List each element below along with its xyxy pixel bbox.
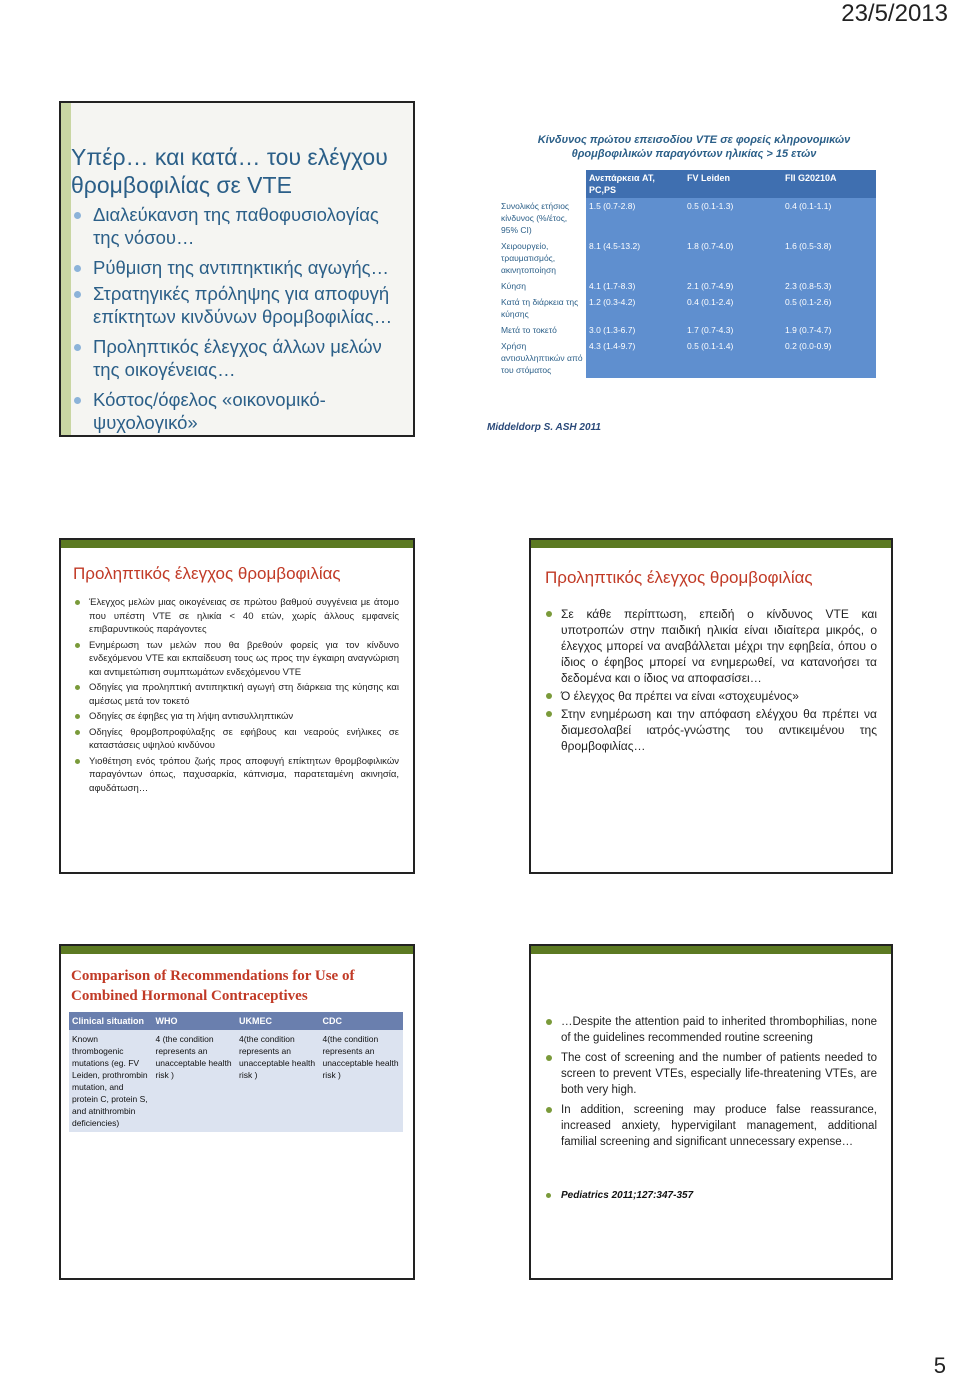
list-item: Στην ενημέρωση και την απόφαση ελέγχου θα πρέπει να διαμεσολαβεί ιατρός-γνώστης του αντικειμένου της θρομβοφιλίας…	[543, 706, 877, 754]
slide-2	[482, 128, 891, 418]
table-cell: 0.5 (0.1-1.3)	[684, 198, 782, 238]
bullet-icon	[74, 397, 81, 404]
table-header-row	[498, 170, 876, 198]
bullet-icon	[75, 643, 80, 648]
column-header: Clinical situation	[69, 1012, 153, 1030]
slide-accent-bar	[531, 946, 891, 954]
bullet-icon	[74, 212, 81, 219]
list-item: Οδηγίες σε έφηβες για τη λήψη αντισυλληπτικών	[71, 710, 399, 724]
slide-5	[59, 944, 415, 1280]
table-cell: 8.1 (4.5-13.2)	[586, 238, 684, 278]
list-item: Ό έλεγχος θα πρέπει να είναι «στοχευμένος»	[543, 688, 877, 704]
slide-3	[59, 538, 415, 874]
bullet-icon	[546, 711, 552, 717]
table-cell: 1.6 (0.5-3.8)	[782, 238, 876, 278]
list-item: In addition, screening may produce false reassurance, increased anxiety, hypervigilant management, additional familial screening and significant unnecessary expense…	[543, 1102, 877, 1150]
slide-bullet-list	[543, 606, 877, 756]
table-cell: Known thrombogenic mutations (eg. FV Leiden, prothrombin mutation, and protein C, protein S, and atnithrombin deficiencies)	[69, 1030, 153, 1132]
slide-bullet-list	[71, 596, 399, 797]
table-cell: 2.1 (0.7-4.9)	[684, 278, 782, 294]
bullet-icon	[75, 685, 80, 690]
table-cell: 2.3 (0.8-5.3)	[782, 278, 876, 294]
slide-6	[529, 944, 893, 1280]
table-cell: 1.8 (0.7-4.0)	[684, 238, 782, 278]
bullet-icon	[546, 1019, 552, 1025]
table-row	[498, 338, 876, 378]
table-row	[498, 322, 876, 338]
bullet-icon	[74, 291, 81, 298]
list-item: Προληπτικός έλεγχος άλλων μελών της οικογένειας…	[71, 335, 401, 381]
row-label: Συνολικός ετήσιος κίνδυνος (%/έτος, 95% CI)	[498, 198, 586, 238]
list-item: Οδηγίες για προληπτική αντιπηκτική αγωγή στη διάρκεια της κύησης και αμέσως μετά τον τοκετό	[71, 681, 399, 708]
bullet-icon	[546, 1193, 551, 1198]
table-cell: 0.4 (0.1-1.1)	[782, 198, 876, 238]
table-cell: 1.5 (0.7-2.8)	[586, 198, 684, 238]
column-header: Ανεπάρκεια AT, PC,PS	[586, 170, 684, 198]
table-cell: 0.5 (0.1-2.6)	[782, 294, 876, 322]
reference-list	[543, 1190, 877, 1201]
list-item: Ρύθμιση της αντιπηκτικής αγωγής…	[71, 256, 401, 279]
table-header-row	[69, 1012, 403, 1030]
list-item: Υιοθέτηση ενός τρόπου ζωής προς αποφυγή επίκτητων θρομβοφιλικών παραγόντων όπως, παχυσαρκία, κάπνισμα, παρατεταμένη ακινησία, αφυδάτωση…	[71, 755, 399, 796]
table-cell: 3.0 (1.3-6.7)	[586, 322, 684, 338]
bullet-icon	[74, 265, 81, 272]
bullet-icon	[75, 759, 80, 764]
bullet-icon	[546, 693, 552, 699]
column-header: UKMEC	[236, 1012, 319, 1030]
slide-4	[529, 538, 893, 874]
table-row	[498, 198, 876, 238]
slide-bullet-list	[543, 1014, 877, 1154]
table-row	[69, 1030, 403, 1132]
bullet-icon	[75, 714, 80, 719]
slide-accent-bar	[61, 946, 413, 954]
list-item: The cost of screening and the number of patients needed to screen to prevent VTEs, especially life-threatening VTEs, are both very high.	[543, 1050, 877, 1098]
page-number: 5	[933, 1353, 946, 1378]
table-cell: 1.9 (0.7-4.7)	[782, 322, 876, 338]
bullet-icon	[546, 1107, 552, 1113]
list-item: Έλεγχος μελών μιας οικογένειας σε πρώτου βαθμού συγγένεια με άτομο που υπέστη VTE σε ηλικία < 40 ετών, χωρίς άλλους εμφανείς επιβαρυντικούς παράγοντες	[71, 596, 399, 637]
table-cell: 4 (the condition represents an unacceptable health risk )	[153, 1030, 236, 1132]
list-item: Σε κάθε περίπτωση, επειδή ο κίνδυνος VTE και υποτροπών στην παιδική ηλικία είναι ιδιαίτερα μικρός, ο έλεγχος μπορεί να αναβάλλεται μέχρι την εφηβεία, όπου ο ίδιος ο έφηβος μπορεί να ενημερωθεί, να κατανοήσει τα δεδομένα και ο ίδιος να αποφασίσει…	[543, 606, 877, 686]
table-cell: 4.3 (1.4-9.7)	[586, 338, 684, 378]
slide-accent-bar	[61, 103, 71, 437]
slide-title: Υπέρ… και κατά… του ελέγχου θρομβοφιλίας σε VTE	[71, 144, 388, 198]
header-date: 23/5/2013	[841, 0, 948, 27]
list-item: Στρατηγικές πρόληψης για αποφυγή επίκτητων κινδύνων θρομβοφιλίας…	[71, 282, 401, 328]
bullet-icon	[75, 600, 80, 605]
row-label: Χρήση αντισυλληπτικών από του στόματος	[498, 338, 586, 378]
list-item: …Despite the attention paid to inherited thrombophilias, none of the guidelines recommended routine screening	[543, 1014, 877, 1046]
slide-title: Προληπτικός έλεγχος θρομβοφιλίας	[73, 564, 341, 583]
column-header: WHO	[153, 1012, 236, 1030]
table-cell: 4(the condition represents an unacceptable health risk )	[319, 1030, 403, 1132]
column-header: FV Leiden	[684, 170, 782, 198]
column-header: FII G20210A	[782, 170, 876, 198]
slide-bullet-list	[71, 203, 401, 437]
table-cell: 0.2 (0.0-0.9)	[782, 338, 876, 378]
citation: Middeldorp S. ASH 2011	[487, 422, 601, 433]
bullet-icon	[546, 611, 552, 617]
list-item: Οδηγίες θρομβοπροφύλαξης σε εφήβους και νεαρούς ενήλικες σε καταστάσεις υψηλού κινδύνου	[71, 726, 399, 753]
slide-title: Προληπτικός έλεγχος θρομβοφιλίας	[545, 568, 813, 587]
list-item: Διαλεύκανση της παθοφυσιολογίας της νόσου…	[71, 203, 401, 249]
bullet-icon	[75, 730, 80, 735]
row-label: Μετά το τοκετό	[498, 322, 586, 338]
bullet-icon	[74, 344, 81, 351]
table-cell: 4(the condition represents an unacceptable health risk )	[236, 1030, 319, 1132]
table-cell: 1.7 (0.7-4.3)	[684, 322, 782, 338]
table-cell: 1.2 (0.3-4.2)	[586, 294, 684, 322]
bullet-icon	[546, 1055, 552, 1061]
table-row	[498, 238, 876, 278]
list-item	[543, 1190, 877, 1201]
table-row	[498, 294, 876, 322]
table-cell: 0.5 (0.1-1.4)	[684, 338, 782, 378]
row-label: Κατά τη διάρκεια της κύησης	[498, 294, 586, 322]
table-cell: 0.4 (0.1-2.4)	[684, 294, 782, 322]
row-label: Χειρουργείο, τραυματισμός, ακινητοποίηση	[498, 238, 586, 278]
table-cell: 4.1 (1.7-8.3)	[586, 278, 684, 294]
reference-text: Pediatrics 2011;127:347-357	[561, 1190, 694, 1201]
slide-title: Comparison of Recommendations for Use of Combined Hormonal Contraceptives	[71, 968, 355, 1004]
list-item: Κόστος/όφελος «οικονομικό-ψυχολογικό»	[71, 388, 401, 434]
table-row	[498, 278, 876, 294]
slide-1	[59, 101, 415, 437]
column-header: CDC	[319, 1012, 403, 1030]
slide-accent-bar	[531, 540, 891, 548]
slide-title: Κίνδυνος πρώτου επεισοδίου VTE σε φορείς κληρονομικών θρομβοφιλικών παραγόντων ηλικίας > 15 ετών	[537, 134, 851, 160]
risk-table	[498, 170, 876, 378]
recommendations-table	[69, 1012, 403, 1132]
slide-accent-bar	[61, 540, 413, 548]
list-item: Ενημέρωση των μελών που θα βρεθούν φορείς για τον κίνδυνο ενδεχόμενου VTE και εκπαίδευση τους ως προς την έγκαιρη αναγνώριση και αντιμετώπιση συμπτωμάτων ενδεχόμενου VTE	[71, 639, 399, 680]
row-label: Κύηση	[498, 278, 586, 294]
